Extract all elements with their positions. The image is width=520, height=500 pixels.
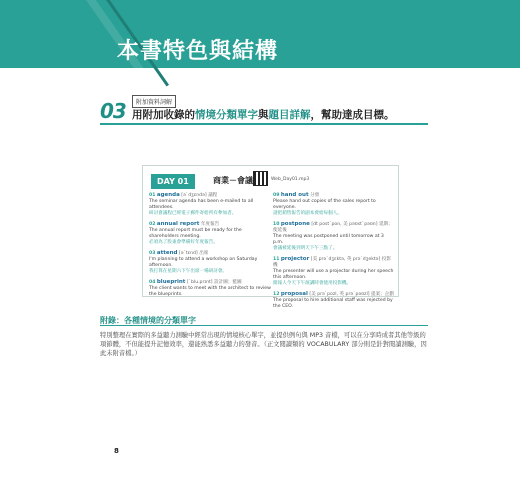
entry-example: I'm planning to attend a workshop on Saturday afternoon. xyxy=(149,257,258,268)
vocab-column-right xyxy=(273,192,395,314)
section-tag: 附加資料詞解 xyxy=(132,95,176,108)
vocab-entry xyxy=(149,192,271,217)
vocab-entry xyxy=(273,256,395,287)
entry-number: 12 xyxy=(273,292,280,297)
entry-word: annual report xyxy=(156,221,200,227)
section-divider xyxy=(100,123,428,125)
vocab-entry xyxy=(273,192,395,217)
entry-meaning: 延期；使延後 xyxy=(273,222,393,233)
mp3-label: Web_Day01.mp3 xyxy=(271,177,310,182)
entry-word: projector xyxy=(280,256,310,262)
section-number: 03 xyxy=(100,99,126,123)
entry-number: 10 xyxy=(273,222,280,227)
entry-word: attend xyxy=(156,250,178,256)
entry-example-translation: 簡報人今天下午演講時會使用投影機。 xyxy=(273,281,352,286)
appendix-title: 附錄：各種情境的分類單字 xyxy=(100,316,196,325)
header-banner xyxy=(0,0,520,68)
entry-word: proposal xyxy=(280,291,308,297)
vocab-column-left xyxy=(149,192,271,302)
entry-example: The presenter will use a projector during her speech this afternoon. xyxy=(273,269,394,280)
sample-vocabulary-page xyxy=(142,165,399,309)
entry-example-translation: 我打算在星期六下午出席一場研討會。 xyxy=(149,269,228,274)
entry-example-translation: 必須為了股東會準備好年度報告。 xyxy=(149,240,218,245)
entry-meaning: 出席 xyxy=(199,251,209,256)
entry-example: The annual report must be ready for the shareholders meeting. xyxy=(149,228,242,239)
entry-meaning: 設計圖；藍圖 xyxy=(214,280,242,285)
vocab-entry xyxy=(149,221,271,246)
day-header xyxy=(143,166,398,190)
entry-example: The client wants to meet with the architect to review the blueprints. xyxy=(149,286,271,297)
entry-pronunciation: [ə`dʒɛndə] xyxy=(181,193,207,198)
entry-word: agenda xyxy=(156,192,180,198)
entry-example-translation: 會議被延後到明天下午三點了。 xyxy=(273,246,338,251)
entry-meaning: 提案；企劃 xyxy=(370,292,394,297)
appendix-divider xyxy=(100,325,428,326)
vocab-entry xyxy=(149,279,271,298)
entry-number: 04 xyxy=(149,280,156,285)
entry-pronunciation: [美 prə`dʒɛktə, 英 prə`dʒektə] xyxy=(310,257,381,262)
entry-pronunciation: [dt post`pon, 美 pəʊst`pəʊn] xyxy=(311,222,378,227)
entry-example: The proposal to hire additional staff was rejected by the CEO. xyxy=(273,298,393,309)
entry-pronunciation: [ə`tɛnd] xyxy=(178,251,198,256)
entry-example-translation: 研討會議程已經電子郵件寄給所有參加者。 xyxy=(149,211,237,216)
entry-example: The seminar agenda has been e-mailed to all attendees. xyxy=(149,199,254,210)
section-title: 用附加收錄的情境分類單字與題目詳解，幫助達成目標。 xyxy=(132,109,395,121)
vocab-entry xyxy=(273,221,395,252)
entry-pronunciation: [`blu.prɪnt] xyxy=(186,280,213,285)
entry-word: blueprint xyxy=(156,279,186,285)
entry-number: 09 xyxy=(273,193,280,198)
vocab-entry xyxy=(149,250,271,275)
qr-code-icon xyxy=(253,171,268,186)
entry-meaning: 分發 xyxy=(310,193,320,198)
entry-number: 02 xyxy=(149,222,156,227)
appendix-body: 特別整理在實際的多益聽力測驗中經常出現的情境核心單字，並提供例句與 MP3 音檔，可以在分享時成者其他等級的項節體，不但能提升記憶效率，還能熟悉多益聽力的發音。（正文閱讀類的 VOCABULARY 部分則是針對閱讀測驗，因此未附音檔。） xyxy=(100,332,427,357)
entry-example: Please hand out copies of the sales report to everyone. xyxy=(273,199,376,210)
day-topic: 商業－會議 xyxy=(213,176,253,185)
entry-word: postpone xyxy=(280,221,310,227)
day-label: DAY 01 xyxy=(151,174,195,189)
page-title: 本書特色與結構 xyxy=(117,39,279,64)
entry-meaning: 投影機 xyxy=(273,257,391,268)
vocab-entry xyxy=(273,291,395,310)
entry-meaning: 年度報告 xyxy=(200,222,220,227)
entry-number: 03 xyxy=(149,251,156,256)
entry-word: hand out xyxy=(280,192,309,198)
entry-example-translation: 請把銷售報告的副本發給每個人。 xyxy=(273,211,342,216)
entry-meaning: 議程 xyxy=(208,193,218,198)
entry-number: 01 xyxy=(149,193,156,198)
entry-example: The meeting was postponed until tomorrow at 3 p.m. xyxy=(273,234,384,245)
entry-number: 11 xyxy=(273,257,280,262)
page-number: 8 xyxy=(114,447,119,455)
entry-pronunciation: [美 prə`pozl, 英 prə`pəʊzl] xyxy=(309,292,370,297)
